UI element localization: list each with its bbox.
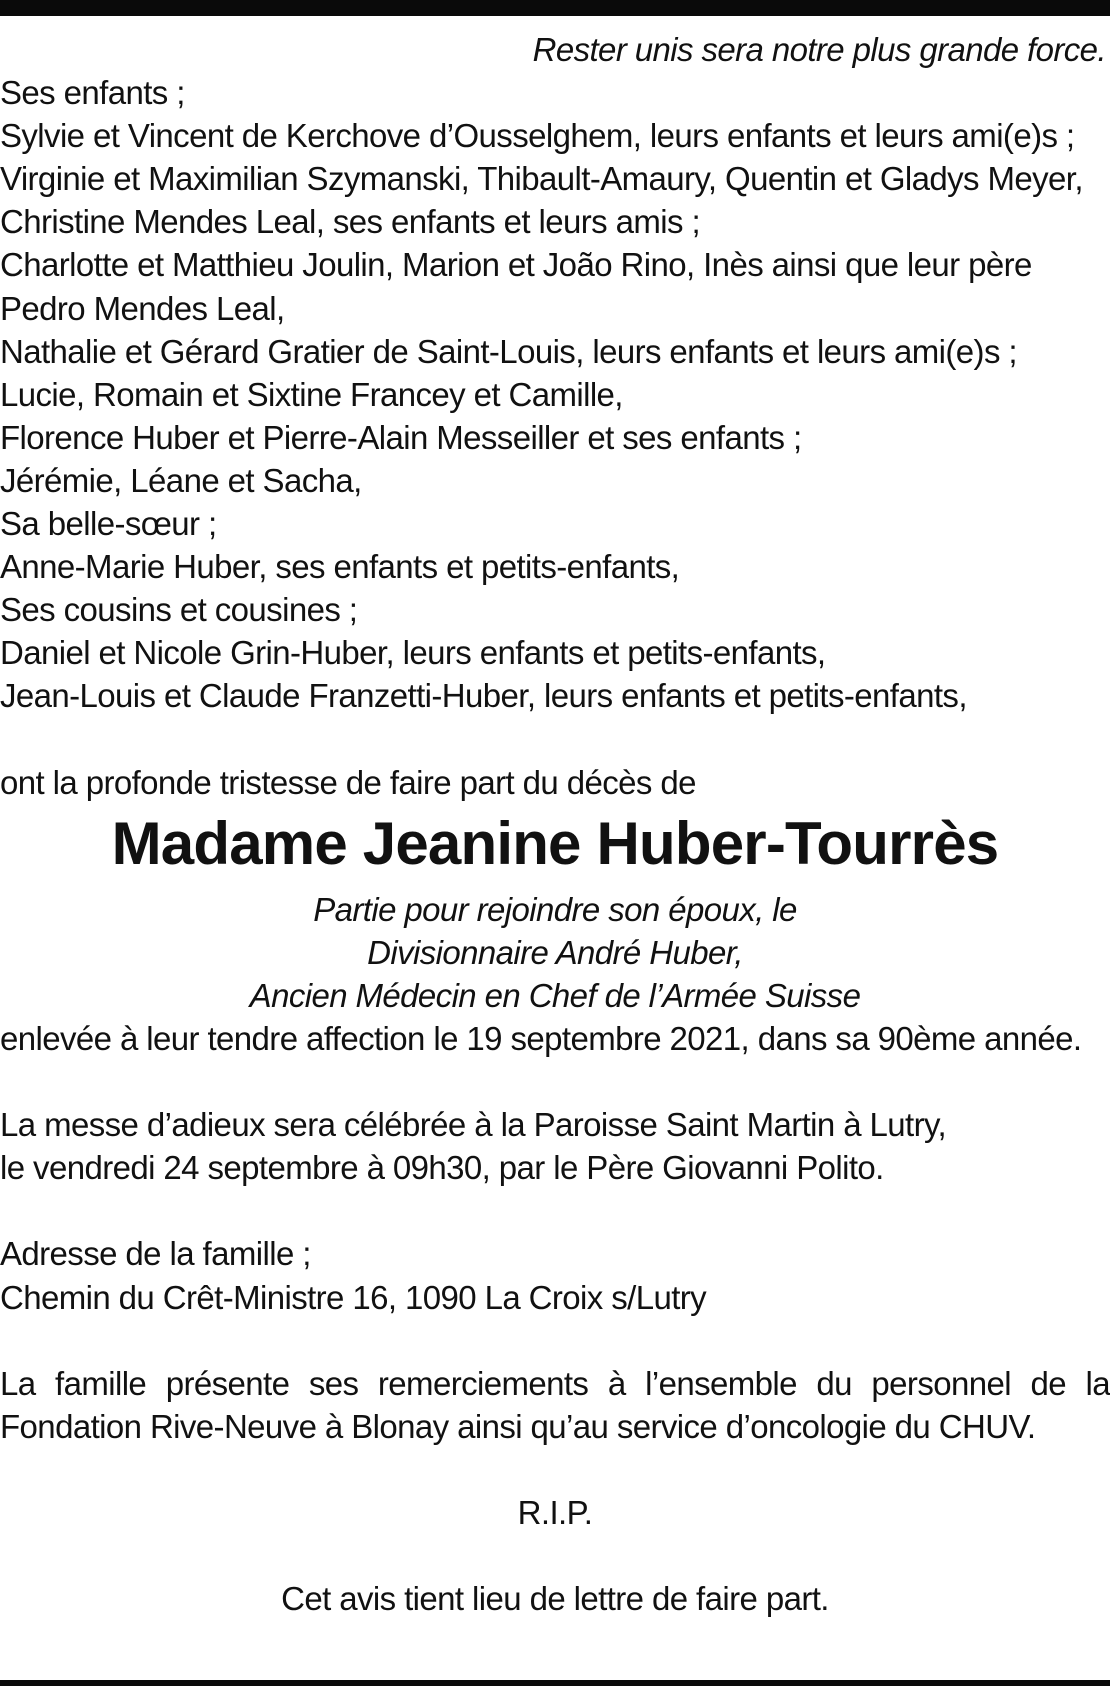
acknowledgements [0,1362,1110,1448]
mass-line: le vendredi 24 septembre à 09h30, par le Père Giovanni Polito. [0,1149,884,1187]
tribute [0,888,1110,1017]
tribute-line: Partie pour rejoindre son époux, le [313,890,797,928]
family-list [0,71,1110,717]
rip: R.I.P. [517,1494,593,1531]
family-line: Christine Mendes Leal, ses enfants et leurs amis ; [0,203,701,241]
mass-line: La messe d’adieux sera célébrée à la Paroisse Saint Martin à Lutry, [0,1106,947,1144]
family-line: Pedro Mendes Leal, [0,289,285,327]
family-line: Ses cousins et cousines ; [0,591,358,629]
thanks-line: La famille présente ses remerciements à l’ensemble du personnel de la [0,1364,1110,1402]
family-line: Jérémie, Léane et Sacha, [0,461,362,499]
motto: Rester unis sera notre plus grande force. [532,31,1106,68]
family-line: Jean-Louis et Claude Franzetti-Huber, leurs enfants et petits-enfants, [0,677,967,715]
top-rule [0,0,1110,16]
bottom-rule [0,1680,1110,1686]
family-line: Ses enfants ; [0,74,185,112]
family-address [0,1232,1110,1318]
passing-statement: enlevée à leur tendre affection le 19 septembre 2021, dans sa 90ème année. [0,1019,1082,1057]
address-line: Chemin du Crêt-Ministre 16, 1090 La Croix s/Lutry [0,1278,707,1316]
family-line: Sylvie et Vincent de Kerchove d’Ousselghem, leurs enfants et leurs ami(e)s ; [0,117,1075,155]
family-line: Lucie, Romain et Sixtine Francey et Camille, [0,375,623,413]
address-line: Adresse de la famille ; [0,1235,311,1273]
mass-details [0,1103,1110,1189]
death-notice [0,28,1110,1620]
family-line: Sa belle-sœur ; [0,505,217,543]
family-line: Charlotte et Matthieu Joulin, Marion et João Rino, Inès ainsi que leur père [0,246,1032,284]
family-line: Daniel et Nicole Grin-Huber, leurs enfants et petits-enfants, [0,634,826,672]
family-line: Anne-Marie Huber, ses enfants et petits-enfants, [0,548,680,586]
family-line: Nathalie et Gérard Gratier de Saint-Louis, leurs enfants et leurs ami(e)s ; [0,332,1017,370]
family-line: Virginie et Maximilian Szymanski, Thibault-Amaury, Quentin et Gladys Meyer, [0,160,1083,198]
announcement: ont la profonde tristesse de faire part du décès de [0,763,696,801]
closing-note: Cet avis tient lieu de lettre de faire part. [281,1580,829,1618]
deceased-name: Madame Jeanine Huber-Tourrès [111,809,999,877]
tribute-line: Ancien Médecin en Chef de l’Armée Suisse [249,976,861,1014]
thanks-line: Fondation Rive-Neuve à Blonay ainsi qu’au service d’oncologie du CHUV. [0,1407,1036,1445]
tribute-line: Divisionnaire André Huber, [367,933,743,971]
family-line: Florence Huber et Pierre-Alain Messeiller et ses enfants ; [0,418,802,456]
